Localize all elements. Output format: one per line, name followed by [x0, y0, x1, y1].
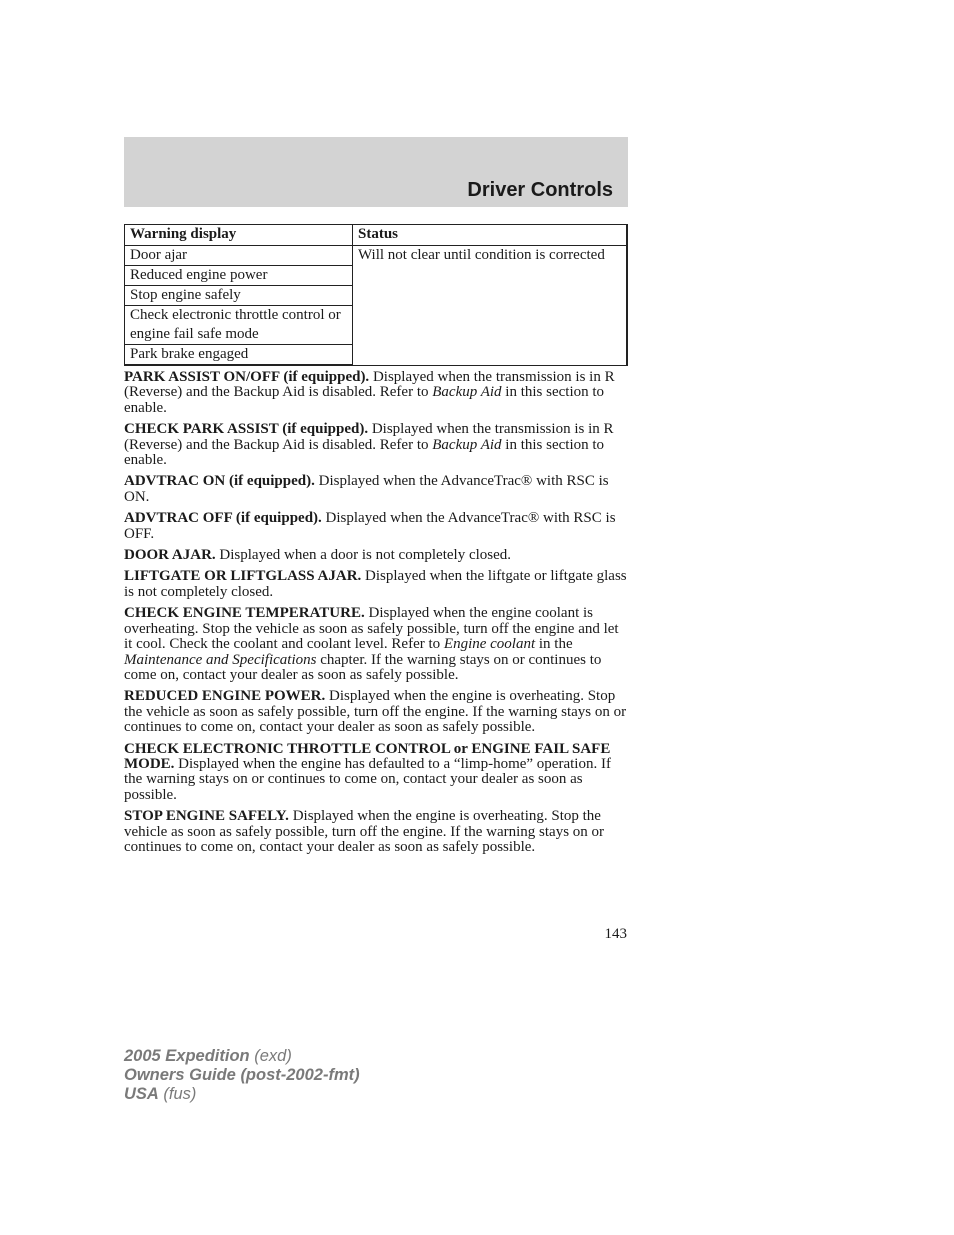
paragraph-reference: Backup Aid	[432, 436, 502, 453]
paragraph-reduced-engine-power	[124, 689, 630, 735]
footer-code: (fus)	[158, 1085, 197, 1103]
table-cell-warning: Reduced engine power	[125, 266, 353, 286]
paragraph-heading: CHECK ELECTRONIC THROTTLE CONTROL or ENGINE FAIL SAFE MODE.	[124, 740, 611, 772]
paragraph-advtrac-on	[124, 474, 630, 505]
paragraph-text: Displayed when the liftgate or liftgate glass is not completely closed.	[124, 568, 627, 600]
footer-line	[124, 1066, 360, 1085]
footer-model: 2005 Expedition	[124, 1047, 250, 1065]
page-number: 143	[604, 926, 627, 942]
footer	[124, 1047, 360, 1104]
paragraph-park-assist	[124, 370, 630, 416]
table-cell-warning: Stop engine safely	[125, 286, 353, 306]
paragraph-advtrac-off	[124, 511, 630, 542]
paragraph-reference: Engine coolant	[443, 636, 536, 653]
warning-display-table	[124, 224, 628, 366]
paragraph-heading: CHECK ENGINE TEMPERATURE.	[124, 605, 365, 622]
body-text	[124, 370, 630, 861]
column-header-warning-display: Warning display	[125, 225, 353, 246]
paragraph-text: Displayed when the transmission is in R (Reverse) and the Backup Aid is disabled. Refer to	[124, 421, 614, 453]
paragraph-stop-engine-safely	[124, 809, 630, 855]
footer-code: (exd)	[249, 1047, 292, 1065]
paragraph-text: Displayed when the engine is overheating. Stop the vehicle as soon as safely possible, turn off the engine. If the warning stays on or continues to come on, contact your dealer as soon as safely possible.	[124, 808, 605, 855]
paragraph-text: Displayed when the AdvanceTrac® with RSC is ON.	[124, 473, 609, 505]
paragraph-heading: DOOR AJAR.	[124, 547, 216, 564]
paragraph-heading: STOP ENGINE SAFELY.	[124, 808, 289, 825]
paragraph-reference: Backup Aid	[432, 384, 502, 401]
paragraph-text: Displayed when the engine coolant is overheating. Stop the vehicle as soon as safely possible, turn off the engine and let it cool. Check the coolant and coolant level. Refer to	[124, 605, 619, 653]
section-title: Driver Controls	[467, 179, 613, 201]
paragraph-heading: REDUCED ENGINE POWER.	[124, 688, 326, 705]
table-row	[125, 246, 628, 266]
header-band	[124, 137, 628, 207]
paragraph-text: in this section to enable.	[124, 384, 605, 416]
table-cell-status: Will not clear until condition is corrected	[353, 246, 628, 366]
paragraph-text: Displayed when the engine is overheating. Stop the vehicle as soon as safely possible, turn off the engine. If the warning stays on or continues to come on, contact your dealer as soon as safely possible.	[124, 688, 627, 736]
table-cell-warning: Park brake engaged	[125, 345, 353, 366]
footer-market: USA	[124, 1085, 159, 1103]
paragraph-door-ajar	[124, 548, 630, 563]
paragraph-heading: ADVTRAC OFF (if equipped).	[124, 510, 322, 527]
paragraph-heading: ADVTRAC ON (if equipped).	[124, 473, 315, 490]
paragraph-heading: PARK ASSIST ON/OFF (if equipped).	[124, 369, 370, 385]
paragraph-text: Displayed when a door is not completely closed.	[215, 547, 512, 564]
paragraph-liftgate-ajar	[124, 569, 630, 600]
paragraph-text: Displayed when the engine has defaulted to a “limp-home” operation. If the warning stays on or continues to come on, contact your dealer as soon as possible.	[124, 755, 611, 803]
paragraph-text: Displayed when the AdvanceTrac® with RSC is OFF.	[124, 510, 616, 542]
table-cell-warning: Door ajar	[125, 246, 353, 266]
paragraph-heading: LIFTGATE OR LIFTGLASS AJAR.	[124, 568, 362, 585]
column-header-status: Status	[353, 225, 628, 246]
paragraph-check-park-assist	[124, 422, 630, 468]
table-header-row	[125, 225, 628, 246]
paragraph-text: in this section to enable.	[124, 436, 605, 469]
paragraph-throttle-control	[124, 742, 630, 804]
paragraph-text: in the	[535, 636, 573, 653]
paragraph-reference: Maintenance and Specifications	[124, 651, 317, 668]
footer-guide: Owners Guide (post-2002-fmt)	[124, 1066, 360, 1084]
paragraph-check-engine-temperature	[124, 606, 630, 683]
paragraph-text: chapter. If the warning stays on or continues to come on, contact your dealer as soon as safely possible.	[124, 651, 602, 683]
footer-line	[124, 1085, 360, 1104]
paragraph-text: Displayed when the transmission is in R (Reverse) and the Backup Aid is disabled. Refer to	[124, 369, 615, 401]
footer-line	[124, 1047, 360, 1066]
paragraph-heading: CHECK PARK ASSIST (if equipped).	[124, 421, 369, 438]
table-cell-warning: Check electronic throttle control or engine fail safe mode	[125, 306, 353, 345]
